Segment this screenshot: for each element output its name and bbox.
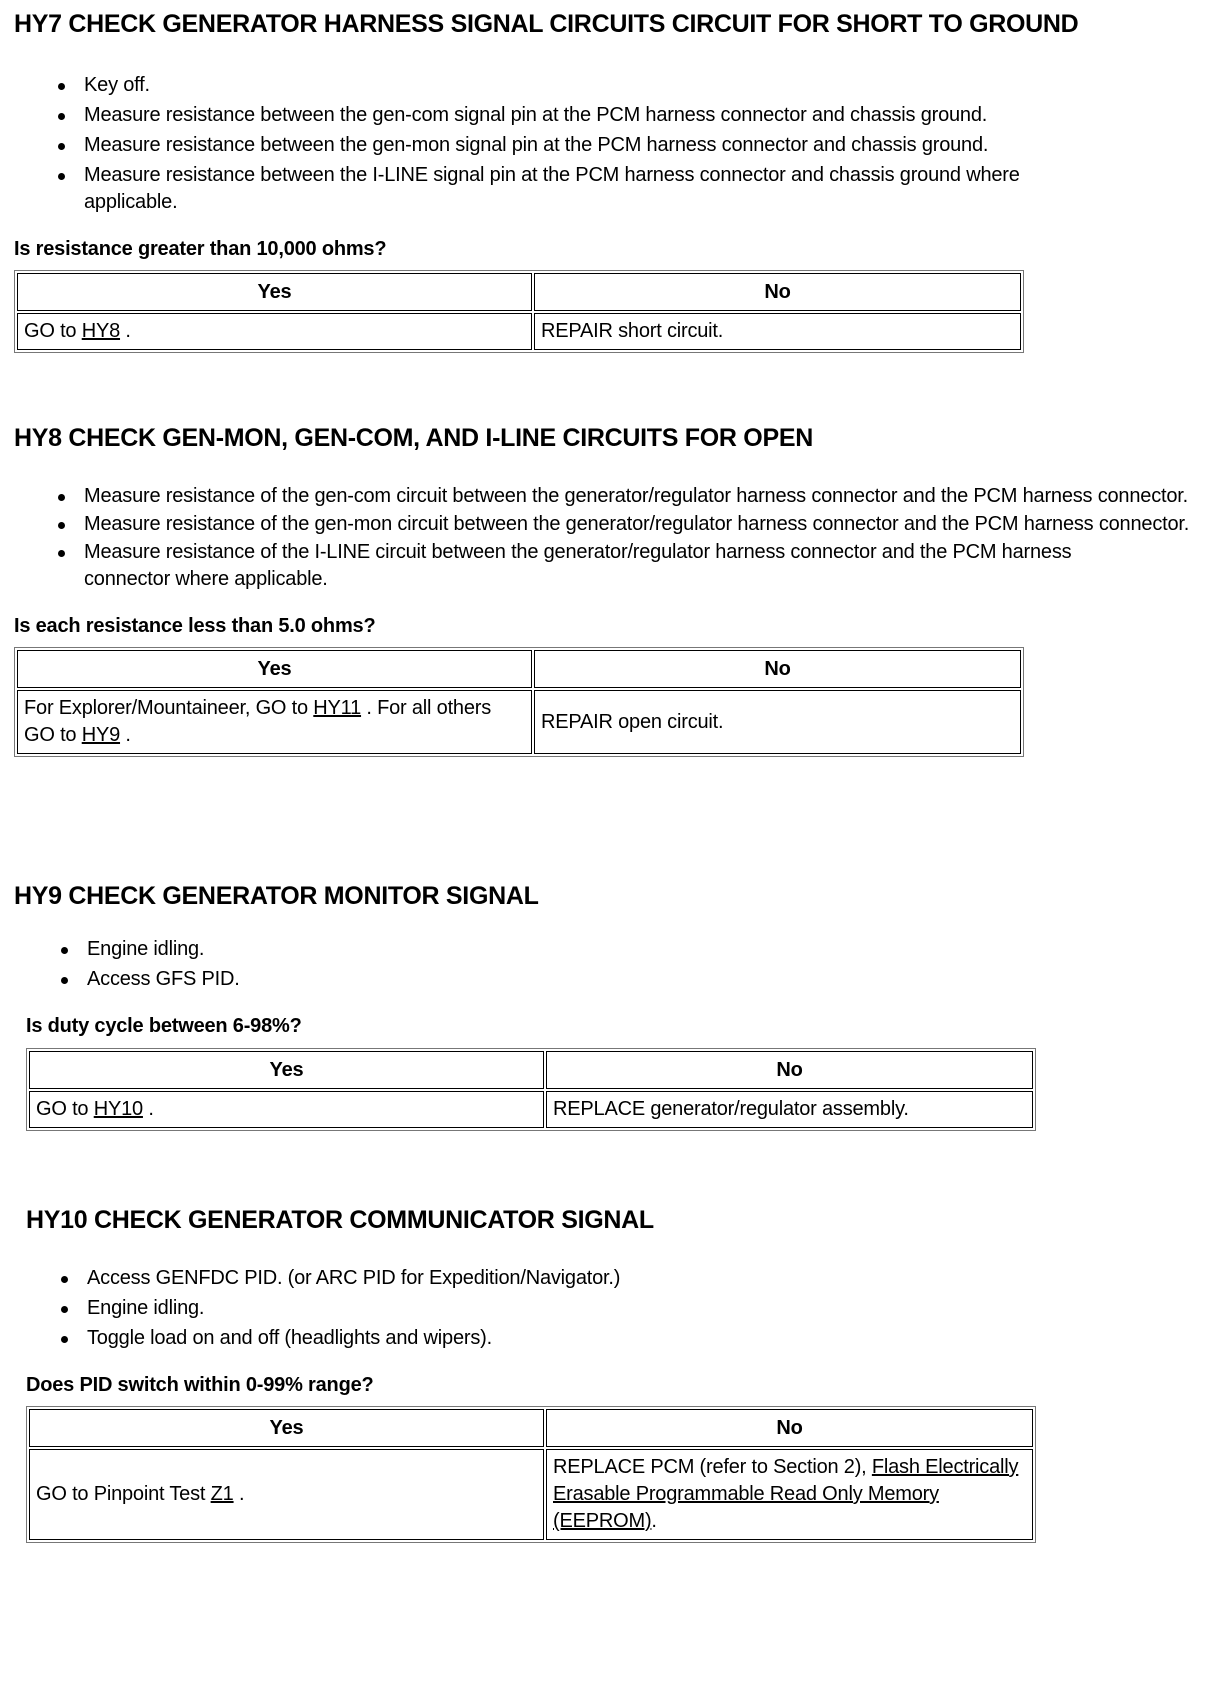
list-item: Access GFS PID. [87, 966, 1204, 993]
section-hy9 [14, 882, 1204, 1131]
hy9-result-table [26, 1048, 1036, 1131]
list-item: Key off. [84, 72, 1204, 99]
list-item: Access GENFDC PID. (or ARC PID for Expedition/Navigator.) [87, 1265, 1206, 1292]
section-hy8 [14, 424, 1204, 757]
list-item: Measure resistance of the gen-mon circuit between the generator/regulator harness connector and the PCM harness connector. [84, 511, 1204, 538]
yes-column-header: Yes [29, 1409, 544, 1447]
section-hy10 [26, 1206, 1206, 1543]
yes-cell: GO to Pinpoint Test Z1 . [29, 1449, 544, 1540]
list-item: Toggle load on and off (headlights and wipers). [87, 1325, 1206, 1352]
yes-column-header: Yes [29, 1051, 544, 1089]
no-column-header: No [546, 1051, 1033, 1089]
hy7-result-table [14, 270, 1024, 353]
yes-cell: GO to HY8 . [17, 313, 532, 350]
section-hy7 [14, 10, 1204, 353]
link-hy10[interactable]: HY10 [93, 1098, 143, 1120]
hy7-step-list [14, 72, 1204, 216]
hy9-heading: HY9 CHECK GENERATOR MONITOR SIGNAL [14, 882, 539, 910]
list-item: Measure resistance between the I-LINE signal pin at the PCM harness connector and chassis ground where applicable. [84, 162, 1084, 216]
no-column-header: No [534, 650, 1021, 688]
hy8-step-list [14, 483, 1204, 593]
hy7-heading: HY7 CHECK GENERATOR HARNESS SIGNAL CIRCUITS CIRCUIT FOR SHORT TO GROUND [14, 10, 1079, 38]
no-column-header: No [546, 1409, 1033, 1447]
hy10-result-table [26, 1406, 1036, 1543]
list-item: Engine idling. [87, 1295, 1206, 1322]
yes-cell: GO to HY10 . [29, 1091, 544, 1128]
no-cell: REPLACE PCM (refer to Section 2), Flash Electrically Erasable Programmable Read Only Memory (EEPROM). [546, 1449, 1033, 1540]
yes-column-header: Yes [17, 273, 532, 311]
list-item: Measure resistance of the I-LINE circuit between the generator/regulator harness connector and the PCM harness connector where applicable. [84, 539, 1124, 593]
hy8-result-table [14, 647, 1024, 757]
no-cell: REPLACE generator/regulator assembly. [546, 1091, 1033, 1128]
yes-column-header: Yes [17, 650, 532, 688]
hy10-question: Does PID switch within 0-99% range? [26, 1374, 374, 1396]
hy8-heading: HY8 CHECK GEN-MON, GEN-COM, AND I-LINE CIRCUITS FOR OPEN [14, 424, 813, 452]
link-z1[interactable]: Z1 [210, 1483, 234, 1505]
hy9-question: Is duty cycle between 6-98%? [26, 1015, 302, 1037]
hy10-step-list [26, 1265, 1206, 1352]
list-item: Engine idling. [87, 936, 1204, 963]
link-hy9[interactable]: HY9 [81, 724, 121, 746]
list-item: Measure resistance of the gen-com circuit between the generator/regulator harness connector and the PCM harness connector. [84, 483, 1204, 510]
hy7-question: Is resistance greater than 10,000 ohms? [14, 238, 387, 260]
no-cell: REPAIR short circuit. [534, 313, 1021, 350]
hy8-question: Is each resistance less than 5.0 ohms? [14, 615, 376, 637]
link-hy8[interactable]: HY8 [81, 320, 121, 342]
hy9-step-list [14, 936, 1204, 993]
hy10-heading: HY10 CHECK GENERATOR COMMUNICATOR SIGNAL [26, 1206, 654, 1234]
yes-cell: For Explorer/Mountaineer, GO to HY11 . For all others GO to HY9 . [17, 690, 532, 754]
link-flash-eeprom[interactable]: Flash Electrically Erasable Programmable Read Only Memory (EEPROM) [553, 1456, 1019, 1532]
list-item: Measure resistance between the gen-com signal pin at the PCM harness connector and chassis ground. [84, 102, 1204, 129]
link-hy11[interactable]: HY11 [313, 697, 362, 719]
no-column-header: No [534, 273, 1021, 311]
list-item: Measure resistance between the gen-mon signal pin at the PCM harness connector and chassis ground. [84, 132, 1204, 159]
no-cell: REPAIR open circuit. [534, 690, 1021, 754]
